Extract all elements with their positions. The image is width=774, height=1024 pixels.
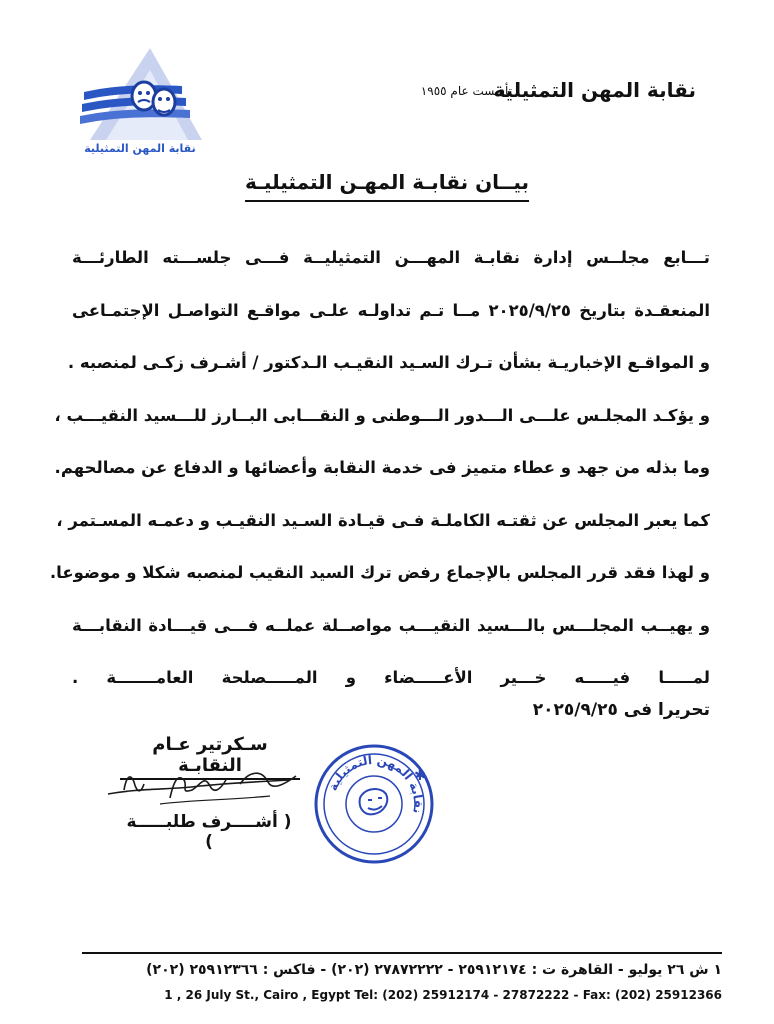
body-line: تـــابع مجلــس إدارة نقابـة المهـــن التمثيليــة فـــى جلســـته الطارئـــة — [72, 248, 710, 267]
body-line: وما بذله من جهد و عطاء متميز فى خدمة النقابة وأعضائها و الدفاع عن مصالحهم. — [54, 458, 710, 477]
union-logo — [70, 40, 210, 160]
logo-caption: نقابة المهن التمثيلية — [84, 142, 196, 155]
body-line: و المواقـع الإخباريـة بشأن تـرك السـيد النقيـب الـدكتور / أشـرف زكـى لمنصبه . — [67, 353, 710, 372]
footer-address-english: 1 , 26 July St., Cairo , Egypt Tel: (202) 25912174 - 27872222 - Fax: (202) 25912366 — [164, 988, 722, 1002]
statement-body — [49, 238, 710, 711]
body-line: لمـــــا فيـــــه خـــير الأعـــــضاء و المـــــصلحة العامـــــــة . — [72, 668, 710, 687]
issue-date: تحريرا فى ٢٠٢٥/٩/٢٥ — [532, 700, 710, 720]
body-line: كما يعبر المجلس عن ثقتـه الكاملـة فـى قيـادة السـيد النقيـب و دعمـه المسـتمر ، — [56, 510, 710, 530]
body-line: المنعقـدة بتاريخ ٢٠٢٥/٩/٢٥ مــا تـم تداولـه علـى مواقـع التواصـل الإجتمـاعى — [72, 300, 710, 320]
svg-text:✱: ✱ — [414, 768, 426, 784]
org-name: نقابة المهن التمثيلية — [493, 78, 696, 102]
statement-title — [0, 170, 774, 194]
stamp-text: نقابة المهن التمثيلية — [325, 752, 426, 815]
body-line: و لهذا فقد قرر المجلس بالإجماع رفض ترك السيد النقيب لمنصبه شكلا و موضوعا. — [49, 563, 710, 582]
statement-title-text: بيــان نقابـة المهـن التمثيليـة — [245, 170, 529, 202]
signatory-name: ( أشــــرف طلبـــــة ) — [126, 812, 292, 852]
official-stamp — [310, 740, 438, 868]
handwritten-signature — [100, 760, 310, 815]
footer-divider — [82, 952, 722, 954]
signatory-title: سـكرتير عـام النقابـة — [120, 734, 300, 780]
founded-date: تأسست عام ١٩٥٥ — [420, 84, 512, 98]
body-line: و يؤكـد المجلـس علـــى الـــدور الـــوطنى و النقـــابى البــارز للـــسيد النقيـــب ، — [54, 405, 710, 425]
body-line: و يهيــب المجلـــس بالـــسيد النقيـــب مواصــلة عملــه فـــى قيـــادة النقابـــة — [72, 615, 710, 635]
footer-address-arabic: ١ ش ٢٦ يوليو - القاهرة ت : ٢٥٩١٢١٧٤ - ٢٧٨٧٢٢٢٢ (٢٠٢) - فاكس : ٢٥٩١٢٣٦٦ (٢٠٢) — [146, 962, 722, 978]
